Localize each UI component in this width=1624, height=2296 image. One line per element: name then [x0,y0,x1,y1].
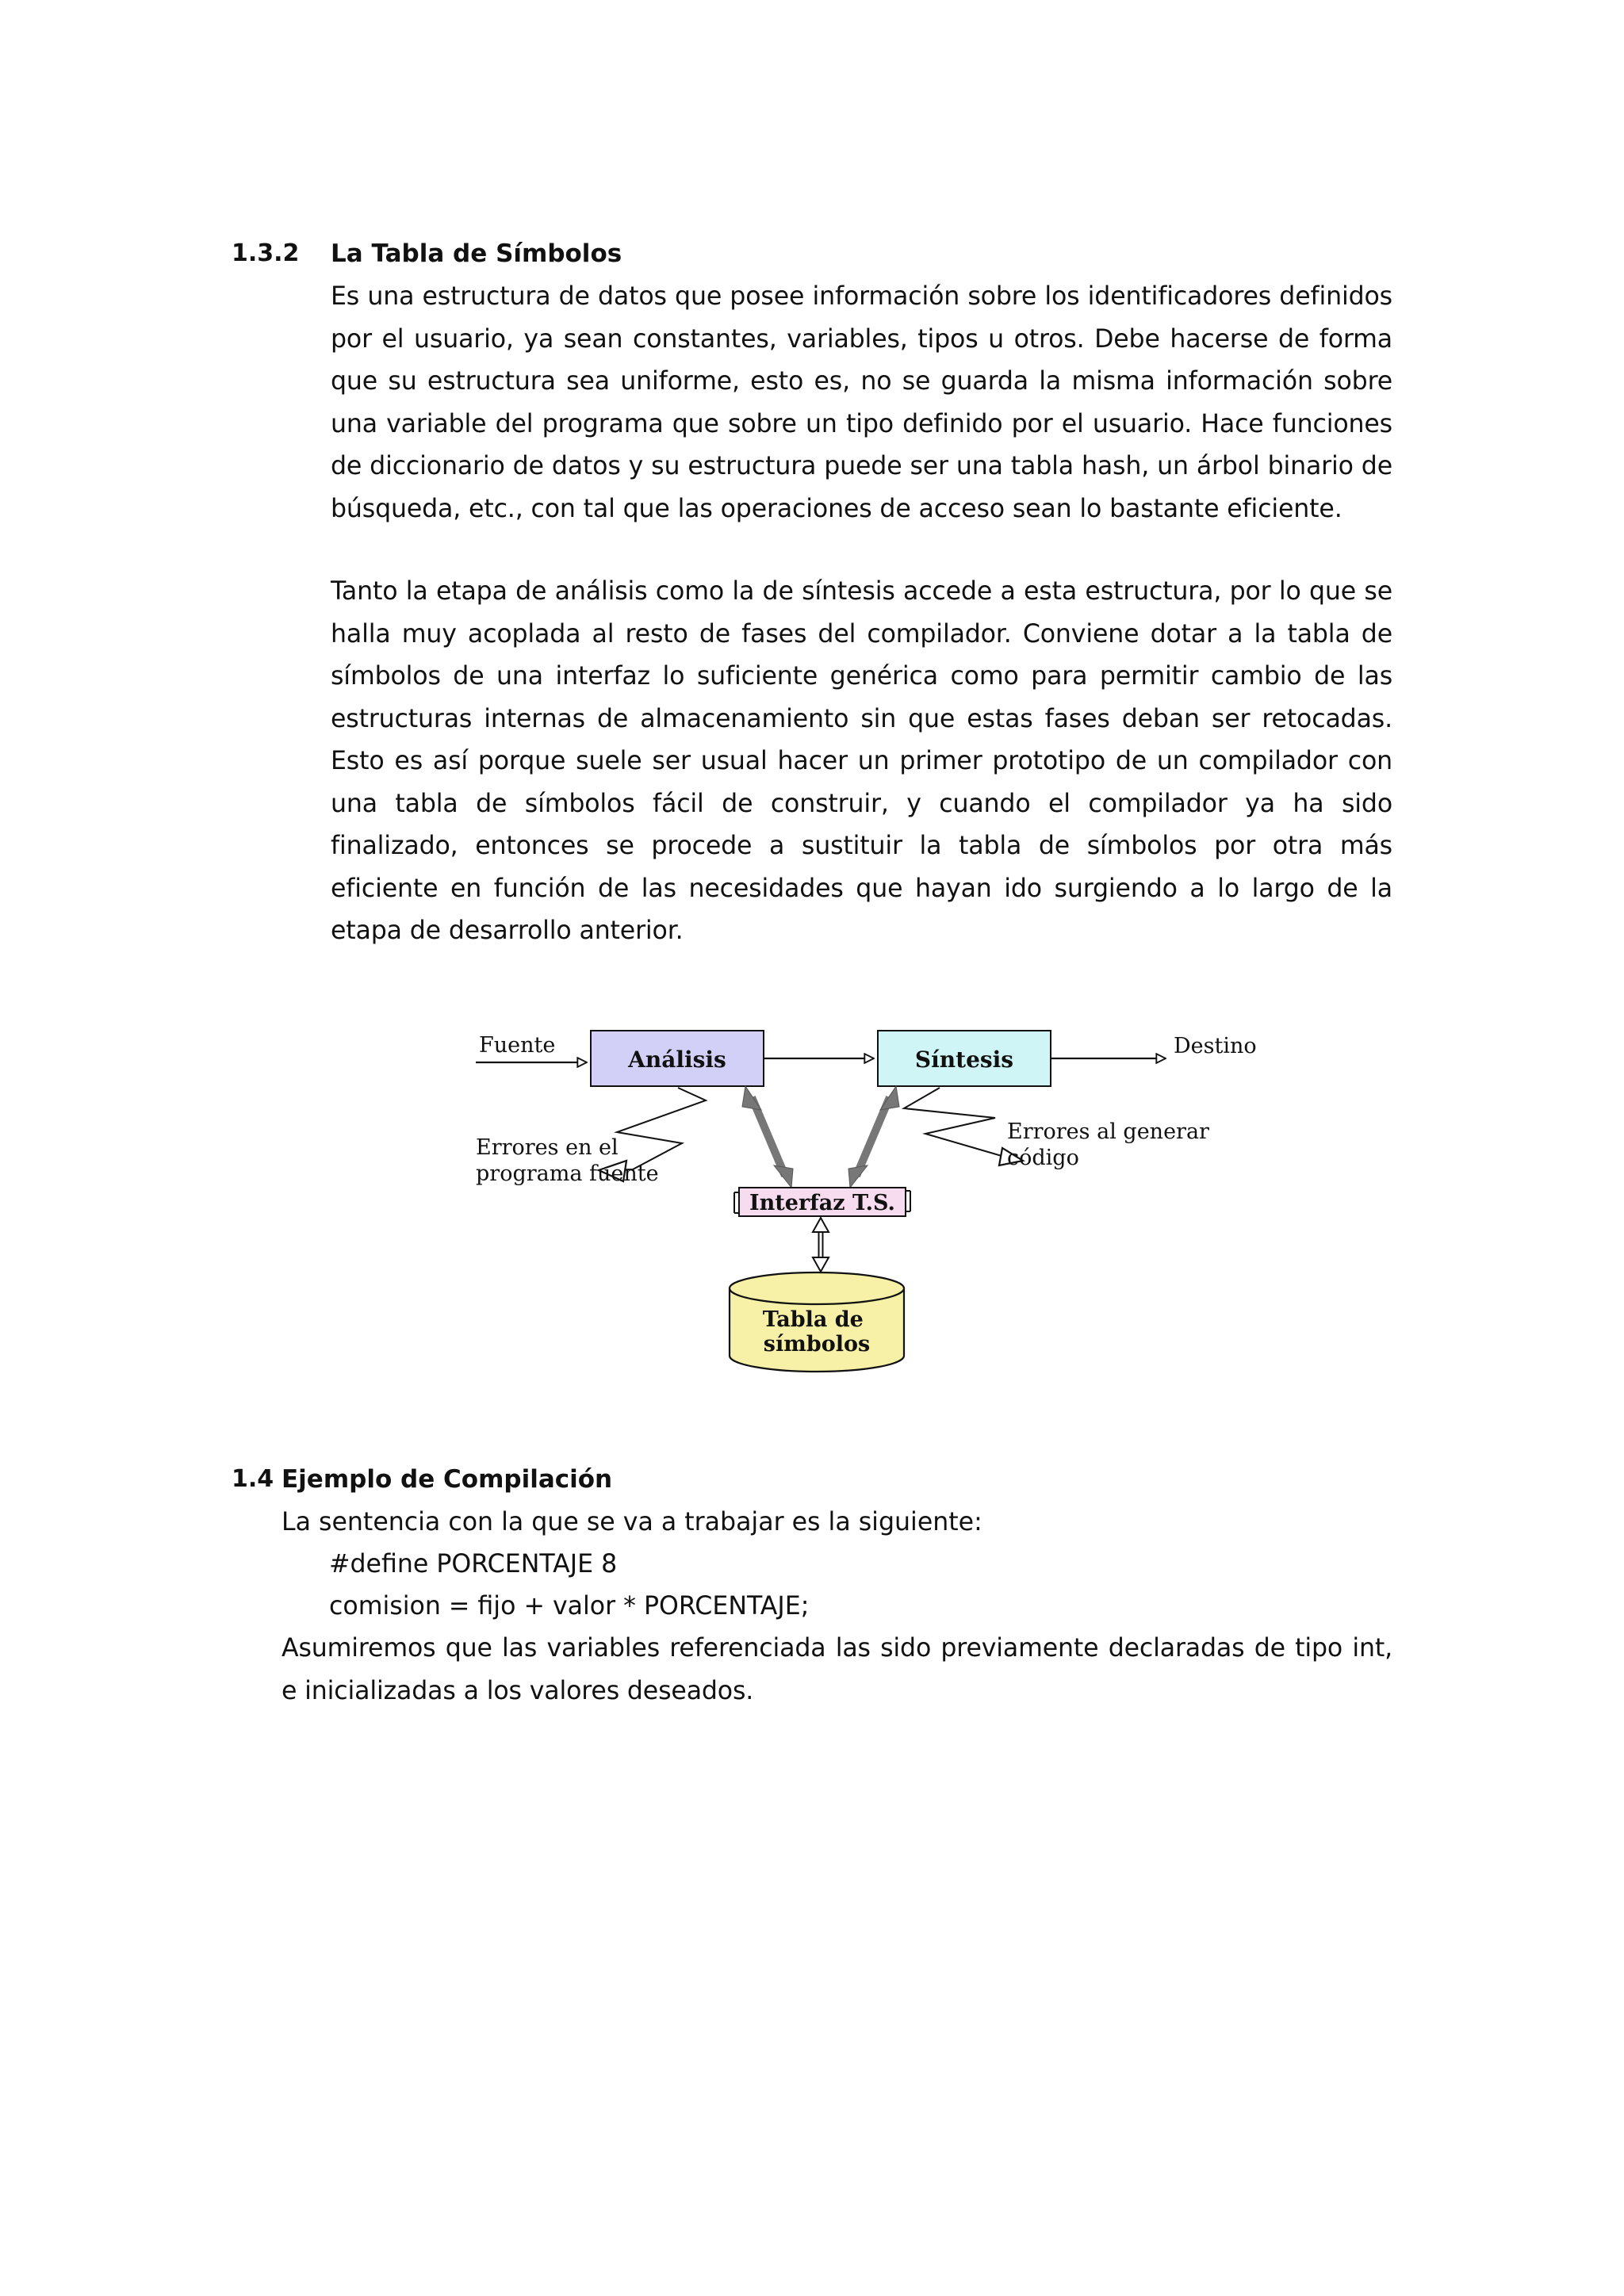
section-number: 1.3.2 [232,239,300,267]
analisis-interfaz-double-arrow [742,1086,793,1188]
intro-text: La sentencia con la que se va a trabajar es la siguiente: [282,1508,982,1536]
code-line-assignment: comision = fijo + valor * PORCENTAJE; [329,1592,810,1621]
section-title: La Tabla de Símbolos [331,239,622,268]
paragraph: Es una estructura de datos que posee información sobre los identificadores definidos por el usuario, ya sean constantes, variables, tipos u otros. Debe hacerse de forma que su estructura sea uniforme, esto es, no se guarda la misma información sobre una variable del programa que sobre un tipo definido por el usuario. Hace funciones de diccionario de datos y su estructura puede ser una tabla hash, un árbol binario de búsqueda, etc., con tal que las operaciones de acceso sean lo bastante eficiente. [331,282,1392,523]
section-title: Ejemplo de Compilación [282,1465,613,1494]
code-line-define: #define PORCENTAJE 8 [329,1550,618,1578]
sintesis-interfaz-double-arrow [848,1086,899,1188]
compiler-symbol-table-diagram [460,999,1261,1380]
tabla-label: Tabla de símbolos [762,1307,871,1357]
destino-label: Destino [1174,1034,1257,1058]
sintesis-label: Síntesis [914,1047,1014,1073]
section-number: 1.4 [232,1465,274,1493]
analisis-label: Análisis [628,1047,726,1073]
errores-codigo-label: Errores al generar código [1007,1119,1209,1170]
paragraph: Tanto la etapa de análisis como la de síntesis accede a esta estructura, por lo que se halla muy acoplada al resto de fases del compilador. Conviene dotar a la tabla de símbolos de una interfaz lo suficiente genérica como para permitir cambio de las estructuras internas de almacenamiento sin que estas fases deban ser retocadas. Esto es así porque suele ser usual hacer un primer prototipo de un compilador con una tabla de símbolos fácil de construir, y cuando el compilador ya ha sido finalizado, entonces se procede a sustituir la tabla de símbolos por otra más eficiente en función de las necesidades que hayan ido surgiendo a lo largo de la etapa de desarrollo anterior. [331,577,1392,945]
errores-codigo-zigzag [904,1088,1009,1158]
errores-fuente-label: Errores en el programa fuente [476,1135,659,1186]
fuente-label: Fuente [479,1033,556,1058]
interfaz-tabla-double-arrow [813,1218,829,1272]
interfaz-label: Interfaz T.S. [749,1191,895,1215]
paragraph: Asumiremos que las variables referenciada las sido previamente declaradas de tipo int, e inicializadas a los valores deseados. [282,1634,1392,1705]
